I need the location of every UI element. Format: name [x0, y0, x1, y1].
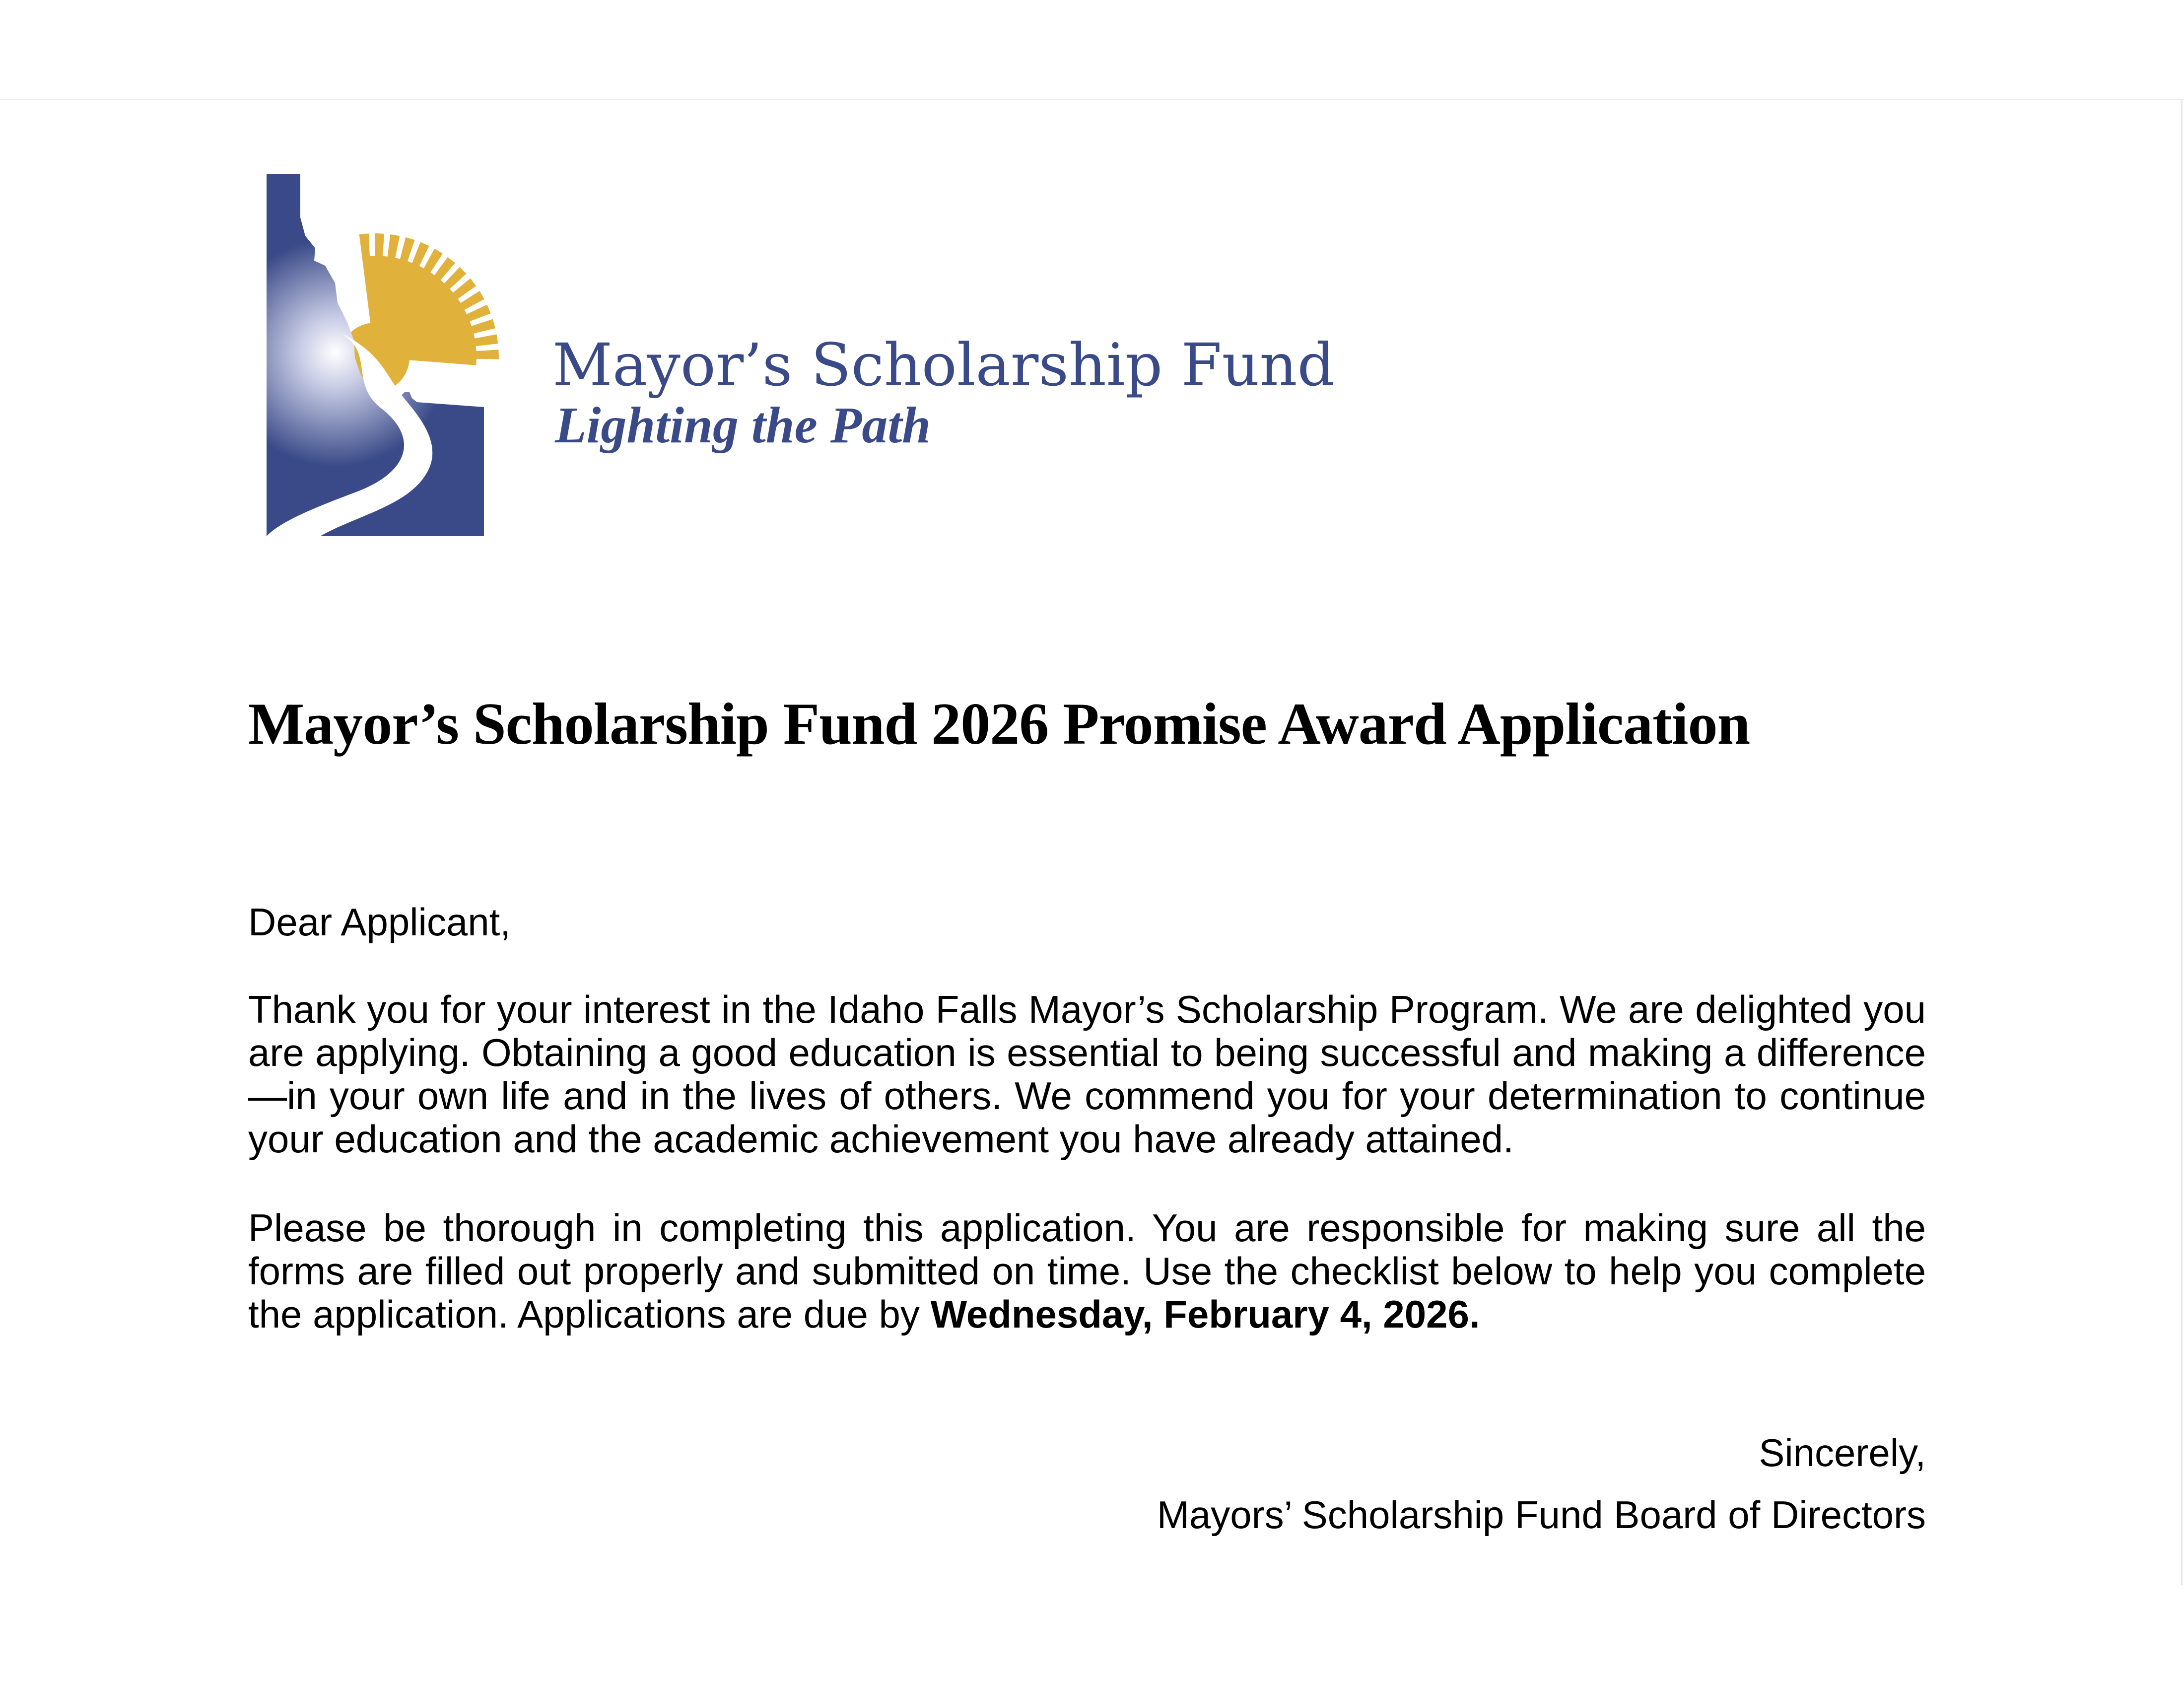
intro-paragraph: Thank you for your interest in the Idaho Falls Mayor’s Scholarship Program. We are delighted you are applying. Obtaining a good education is essential to being successful and making a difference—in your own life and in the lives of others. We commend you for your determination to continue your education and the academic achievement you have already attained. — [248, 987, 1926, 1161]
letter-closing — [1157, 1422, 1926, 1546]
idaho-sunrise-path-logo-icon — [261, 174, 499, 536]
page-right-edge — [2181, 100, 2183, 1585]
brand-name: Mayor’s Scholarship Fund — [552, 331, 1335, 399]
instructions-paragraph — [248, 1206, 1926, 1336]
brand-tagline: Lighting the Path — [555, 397, 931, 454]
instructions-text: Please be thorough in completing this application. You are responsible for making sure all the forms are filled out properly and submitted on time. Use the checklist below to help you complete the application. Applications are due by — [248, 1206, 1926, 1336]
signature-line: Mayors’ Scholarship Fund Board of Directors — [1157, 1493, 1926, 1537]
salutation: Dear Applicant, — [248, 900, 511, 944]
due-date: Wednesday, February 4, 2026. — [930, 1292, 1480, 1336]
closing-phrase: Sincerely, — [1759, 1431, 1926, 1475]
document-title: Mayor’s Scholarship Fund 2026 Promise Award Application — [248, 691, 1750, 757]
page-top-divider — [0, 99, 2184, 100]
